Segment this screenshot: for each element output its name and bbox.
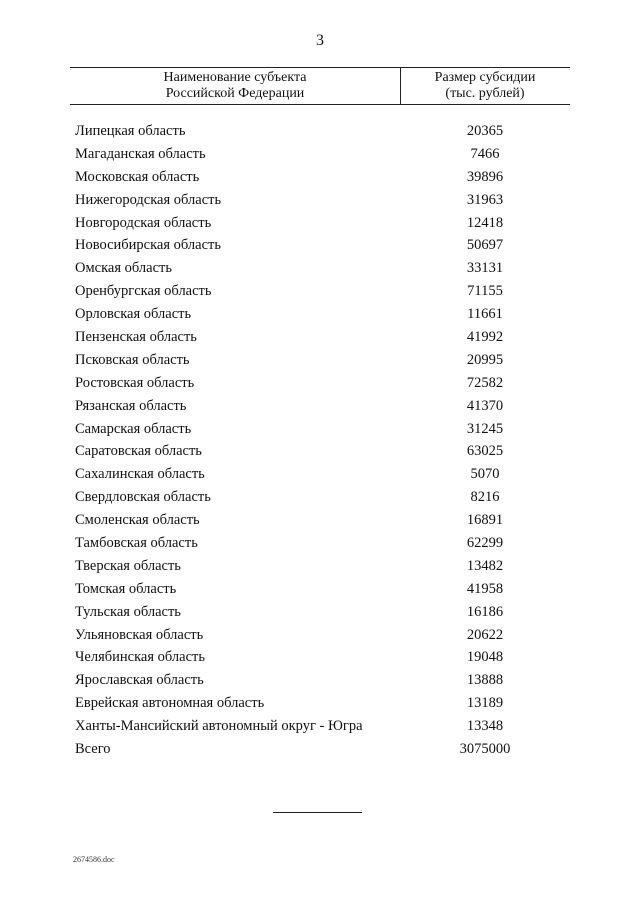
region-name: Смоленская область	[75, 512, 200, 529]
header-region-name	[70, 70, 400, 102]
subsidy-amount: 33131	[466, 260, 504, 277]
header-subsidy-amount-line-2: (тыс. рублей)	[445, 86, 525, 101]
region-name: Тамбовская область	[75, 535, 198, 552]
subsidy-amount: 41992	[466, 329, 504, 346]
subsidy-amount: 62299	[466, 535, 504, 552]
table-row	[70, 535, 570, 558]
subsidy-amount: 8216	[470, 489, 500, 506]
region-name: Ярославская область	[75, 672, 204, 689]
table-header-bottom-rule	[70, 104, 570, 105]
subsidy-amount: 19048	[466, 649, 504, 666]
region-name: Тверская область	[75, 557, 181, 574]
subsidy-amount: 31963	[466, 191, 504, 208]
region-name: Магаданская область	[75, 145, 206, 162]
table-row	[70, 421, 570, 444]
header-subsidy-amount-line-1: Размер субсидии	[434, 70, 536, 85]
document-file-code: 2674586.doc	[73, 855, 115, 864]
table-row	[70, 512, 570, 535]
table-row	[70, 558, 570, 581]
page-number: 3	[316, 32, 324, 49]
table-row	[70, 375, 570, 398]
subsidy-amount: 16891	[466, 512, 504, 529]
subsidy-amount: 13189	[466, 695, 504, 712]
region-name: Омская область	[75, 260, 172, 277]
subsidy-amount: 50697	[466, 237, 504, 254]
table-row	[70, 329, 570, 352]
table-row	[70, 672, 570, 695]
table-row	[70, 718, 570, 741]
table-row	[70, 627, 570, 650]
subsidy-amount: 20995	[466, 351, 504, 368]
region-name: Оренбургская область	[75, 283, 212, 300]
table-body	[70, 123, 570, 764]
region-name: Челябинская область	[75, 649, 205, 666]
region-name: Ханты-Мансийский автономный округ - Югра	[75, 718, 363, 735]
region-name: Орловская область	[75, 306, 192, 323]
subsidy-amount: 20365	[466, 123, 504, 139]
table-row	[70, 169, 570, 192]
subsidy-amount: 13482	[466, 557, 504, 574]
subsidy-amount: 7466	[470, 145, 500, 162]
region-name: Томская область	[75, 580, 177, 597]
table-row	[70, 466, 570, 489]
region-name: Ростовская область	[75, 374, 195, 391]
region-name: Самарская область	[75, 420, 192, 437]
subsidy-amount: 11661	[467, 306, 503, 323]
table-row-total	[70, 741, 570, 764]
subsidy-amount: 5070	[470, 466, 500, 483]
header-subsidy-amount	[400, 70, 570, 102]
subsidy-amount: 31245	[466, 420, 504, 437]
subsidy-amount: 3075000	[459, 741, 511, 758]
subsidy-amount: 41958	[466, 580, 504, 597]
subsidy-amount: 39896	[466, 168, 504, 185]
region-name: Сахалинская область	[75, 466, 205, 483]
region-name: Новосибирская область	[75, 237, 221, 254]
region-name: Московская область	[75, 168, 200, 185]
table-row	[70, 649, 570, 672]
table-row	[70, 352, 570, 375]
region-name: Рязанская область	[75, 397, 187, 414]
region-name: Тульская область	[75, 603, 181, 620]
subsidy-amount: 13888	[466, 672, 504, 689]
table-row	[70, 695, 570, 718]
region-name: Свердловская область	[75, 489, 211, 506]
table-row	[70, 192, 570, 215]
end-of-document-line	[273, 812, 362, 813]
table-row	[70, 306, 570, 329]
subsidy-amount: 71155	[467, 283, 503, 300]
header-region-name-line-1: Наименование субъекта	[163, 70, 307, 85]
table-row	[70, 443, 570, 466]
region-name: Ульяновская область	[75, 626, 204, 643]
table-row	[70, 215, 570, 238]
table-row	[70, 604, 570, 627]
subsidy-amount: 13348	[466, 718, 504, 735]
region-name: Саратовская область	[75, 443, 202, 460]
region-name: Новгородская область	[75, 214, 212, 231]
subsidy-amount: 41370	[466, 397, 504, 414]
subsidy-amount: 72582	[466, 374, 504, 391]
table-row	[70, 123, 570, 146]
table-row	[70, 146, 570, 169]
subsidy-amount: 16186	[466, 603, 504, 620]
table-row	[70, 398, 570, 421]
region-name: Пензенская область	[75, 329, 197, 346]
region-name: Псковская область	[75, 351, 190, 368]
region-name: Нижегородская область	[75, 191, 222, 208]
table-row	[70, 283, 570, 306]
subsidy-amount: 63025	[466, 443, 504, 460]
table-row	[70, 237, 570, 260]
table-row	[70, 581, 570, 604]
subsidy-amount: 20622	[466, 626, 504, 643]
subsidy-amount: 12418	[466, 214, 504, 231]
table-row	[70, 260, 570, 283]
region-name: Липецкая область	[75, 123, 186, 139]
table-row	[70, 489, 570, 512]
region-name: Всего	[75, 741, 111, 758]
region-name: Еврейская автономная область	[75, 695, 265, 712]
table-top-rule	[70, 67, 570, 68]
header-region-name-line-2: Российской Федерации	[165, 86, 305, 101]
